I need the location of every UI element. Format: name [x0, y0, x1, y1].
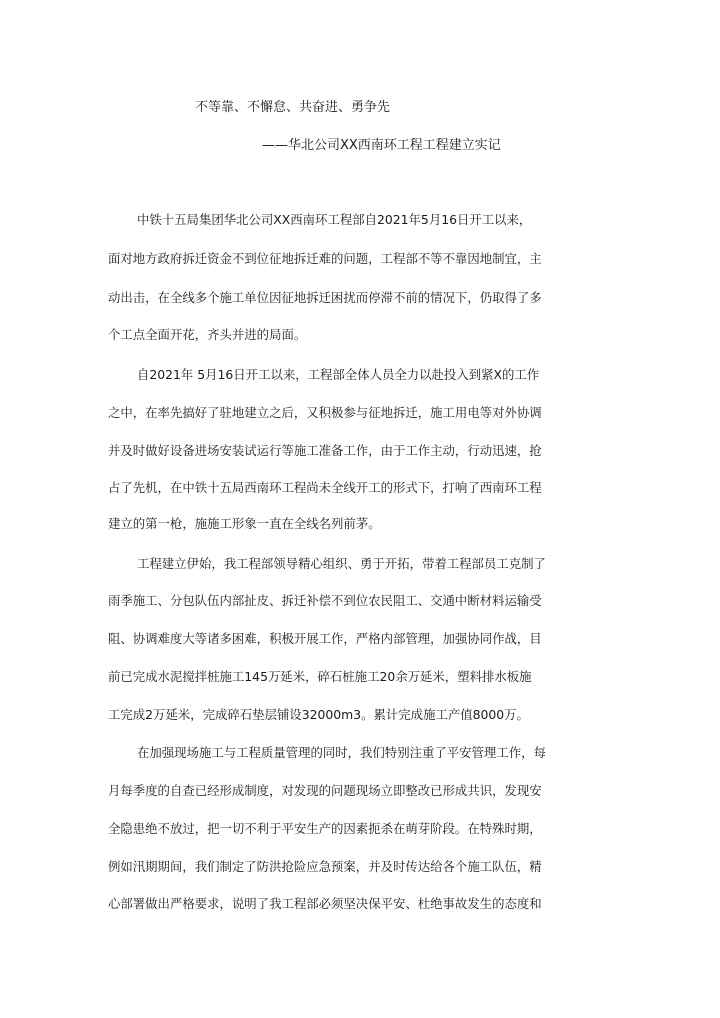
paragraph-3-line-2: 雨季施工、分包队伍内部扯皮、拆迁补偿不到位农民阻工、交通中断材料运输受 — [108, 593, 542, 608]
paragraph-4-line-1: 在加强现场施工与工程质量管理的同时，我们特别注重了平安管理工作，每 — [137, 745, 546, 760]
paragraph-2-line-4: 占了先机，在中铁十五局西南环工程尚未全线开工的形式下，打响了西南环工程 — [108, 480, 542, 495]
document-subtitle: ——华北公司XX西南环工程工程建立实记 — [262, 138, 501, 153]
paragraph-1-line-3: 动出击，在全线多个施工单位因征地拆迁困扰而停滞不前的情况下，仍取得了多 — [108, 290, 542, 305]
paragraph-2-line-3: 并及时做好设备进场安装试运行等施工准备工作，由于工作主动，行动迅速，抢 — [108, 443, 542, 458]
paragraph-2-line-2: 之中，在率先搞好了驻地建立之后，又积极参与征地拆迁，施工用电等对外协调 — [108, 405, 542, 420]
paragraph-1-line-2: 面对地方政府拆迁资金不到位征地拆迁难的问题，工程部不等不靠因地制宜，主 — [108, 251, 542, 266]
paragraph-4-line-2: 月每季度的自查已经形成制度，对发现的问题现场立即整改已形成共识，发现安 — [108, 783, 542, 798]
paragraph-1-line-1: 中铁十五局集团华北公司XX西南环工程部自2021年5月16日开工以来， — [137, 212, 532, 227]
paragraph-3-line-4: 前已完成水泥搅拌桩施工145万延米，碎石桩施工20余万延米，塑料排水板施 — [108, 669, 532, 684]
paragraph-4-line-3: 全隐患绝不放过，把一切不利于平安生产的因素扼杀在萌芽阶段。在特殊时期， — [108, 821, 542, 836]
paragraph-4-line-4: 例如汛期期间，我们制定了防洪抢险应急预案，并及时传达给各个施工队伍，精 — [108, 859, 542, 874]
paragraph-3-line-5: 工完成2万延米，完成碎石垫层铺设32000m3。累计完成施工产值8000万。 — [108, 707, 529, 722]
paragraph-3-line-3: 阻、协调难度大等诸多困难，积极开展工作，严格内部管理，加强协同作战，目 — [108, 631, 542, 646]
paragraph-2-line-1: 自2021年 5月16日开工以来，工程部全体人员全力以赴投入到紧X的工作 — [137, 367, 540, 382]
paragraph-4-line-5: 心部署做出严格要求，说明了我工程部必须坚决保平安、杜绝事故发生的态度和 — [108, 896, 542, 911]
document-title: 不等靠、不懈怠、共奋进、勇争先 — [195, 100, 391, 115]
paragraph-1-line-4: 个工点全面开花，齐头并进的局面。 — [108, 327, 307, 342]
paragraph-2-line-5: 建立的第一枪，施施工形象一直在全线名列前茅。 — [108, 516, 381, 531]
paragraph-3-line-1: 工程建立伊始，我工程部领导精心组织、勇于开拓，带着工程部员工克制了 — [137, 556, 546, 571]
